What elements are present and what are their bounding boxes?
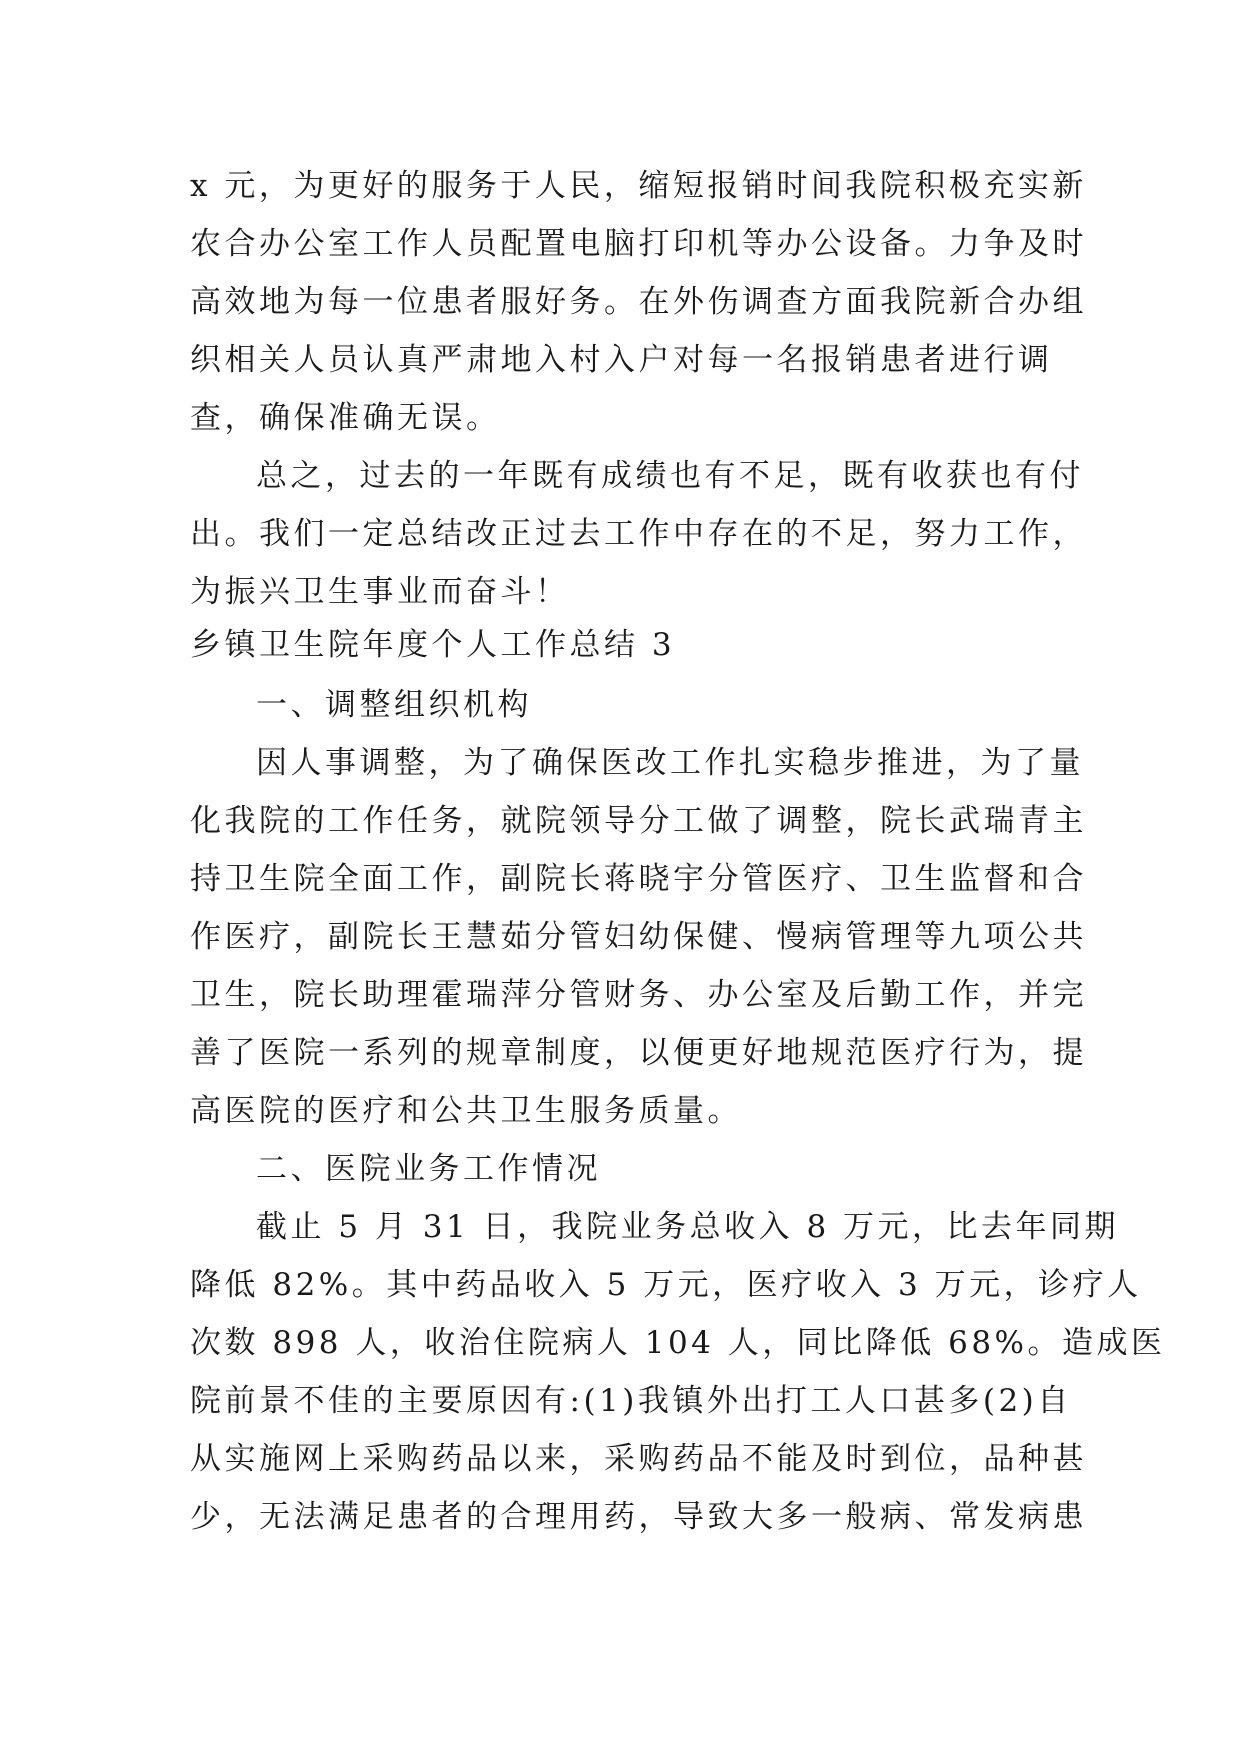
text-line: 院前景不佳的主要原因有:(1)我镇外出打工人口甚多(2)自 [190, 1383, 1072, 1419]
text-line: 持卫生院全面工作，副院长蒋晓宇分管医疗、卫生监督和合 [190, 861, 1087, 897]
text-line: 总之，过去的一年既有成绩也有不足，既有收获也有付 [256, 458, 1084, 494]
text-line: 因人事调整，为了确保医改工作扎实稳步推进，为了量 [256, 745, 1084, 781]
text-line: 降低 82%。其中药品收入 5 万元，医疗收入 3 万元，诊疗人 [190, 1267, 1142, 1303]
text-line: 从实施网上采购药品以来，采购药品不能及时到位，品种甚 [190, 1441, 1087, 1477]
text-line: 化我院的工作任务，就院领导分工做了调整，院长武瑞青主 [190, 803, 1087, 839]
text-line: 截止 5 月 31 日，我院业务总收入 8 万元，比去年同期 [256, 1209, 1120, 1245]
text-line: 次数 898 人，收治住院病人 104 人，同比降低 68%。造成医 [190, 1325, 1166, 1361]
text-line: 善了医院一系列的规章制度，以便更好地规范医疗行为，提 [190, 1035, 1087, 1071]
text-line: 作医疗，副院长王慧茹分管妇幼保健、慢病管理等九项公共 [190, 919, 1087, 955]
section-title: 乡镇卫生院年度个人工作总结 3 [190, 627, 676, 663]
section-heading: 一、调整组织机构 [256, 687, 532, 723]
text-line: 出。我们一定总结改正过去工作中存在的不足，努力工作， [190, 516, 1087, 552]
text-line: x 元，为更好的服务于人民，缩短报销时间我院积极充实新 [190, 168, 1087, 204]
section-heading: 二、医院业务工作情况 [256, 1151, 601, 1187]
text-line: 查，确保准确无误。 [190, 400, 501, 436]
text-line: 农合办公室工作人员配置电脑打印机等办公设备。力争及时 [190, 226, 1087, 262]
text-line: 卫生，院长助理霍瑞萍分管财务、办公室及后勤工作，并完 [190, 977, 1087, 1013]
text-line: 高效地为每一位患者服好务。在外伤调查方面我院新合办组 [190, 284, 1087, 320]
text-line: 织相关人员认真严肃地入村入户对每一名报销患者进行调 [190, 342, 1053, 378]
text-line: 为振兴卫生事业而奋斗！ [190, 574, 570, 610]
text-line: 高医院的医疗和公共卫生服务质量。 [190, 1093, 742, 1129]
text-line: 少，无法满足患者的合理用药，导致大多一般病、常发病患 [190, 1499, 1087, 1535]
